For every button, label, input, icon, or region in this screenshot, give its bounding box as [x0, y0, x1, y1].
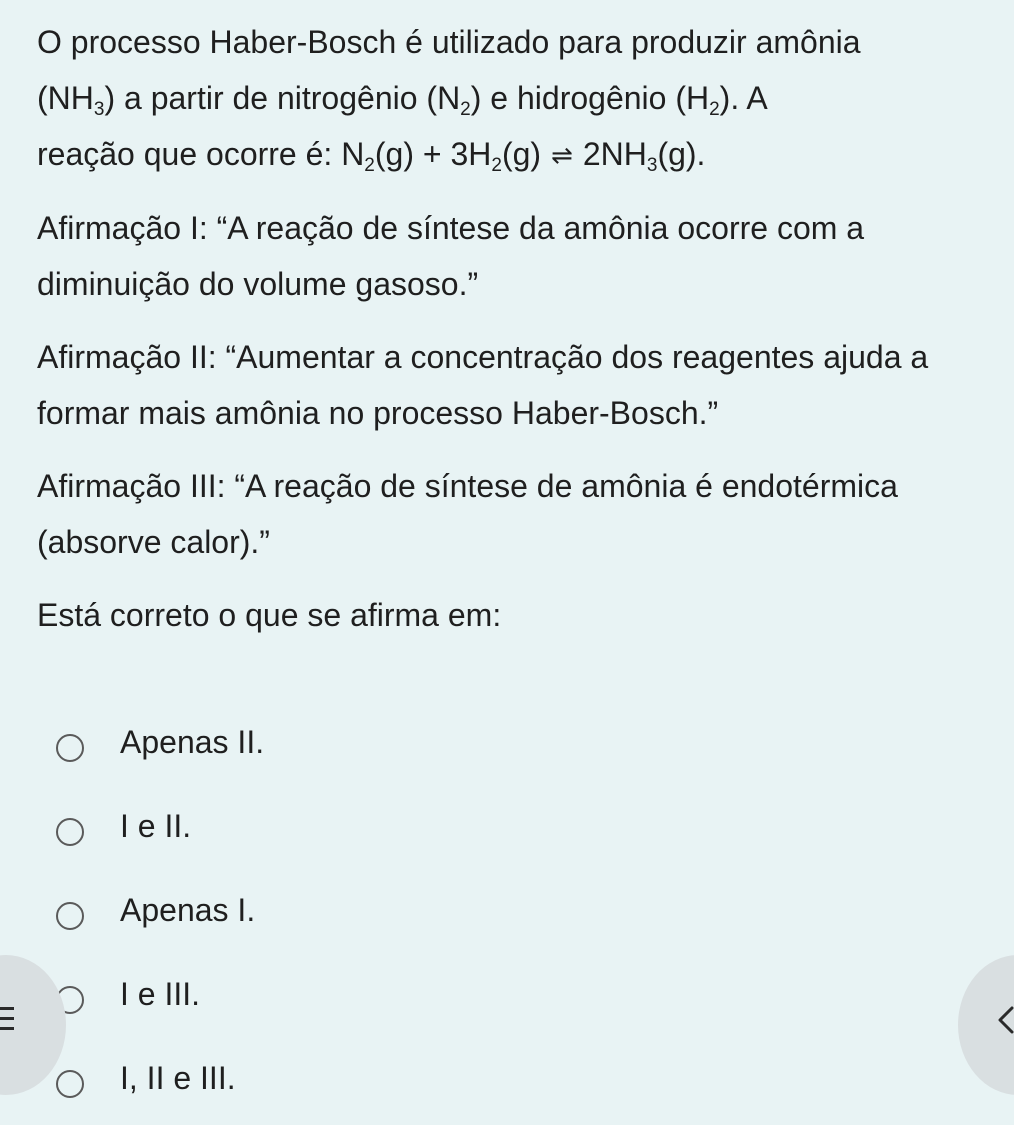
subscript: 3	[646, 155, 658, 176]
question-content	[37, 14, 982, 660]
question-intro	[37, 14, 982, 183]
option-label: I e III.	[120, 976, 201, 1012]
option-5[interactable]	[56, 1036, 856, 1120]
radio-button[interactable]	[56, 902, 84, 930]
subscript: 2	[460, 99, 471, 120]
statement-1: Afirmação I: “A reação de síntese da amônia ocorre com a diminuição do volume gasoso.”	[37, 210, 865, 302]
option-label: I, II e III.	[120, 1060, 236, 1096]
option-1[interactable]	[56, 700, 856, 784]
intro-text: (NH	[37, 80, 94, 116]
back-button[interactable]	[958, 955, 1014, 1095]
subscript: 3	[93, 99, 105, 120]
question-prompt: Está correto o que se afirma em:	[37, 597, 502, 633]
option-2[interactable]	[56, 784, 856, 868]
intro-text: (g).	[657, 136, 706, 172]
subscript: 2	[491, 155, 502, 176]
subscript: 2	[709, 99, 720, 120]
intro-text: ) a partir de nitrogênio (N	[104, 80, 461, 116]
option-3[interactable]	[56, 868, 856, 952]
intro-text: (g) + 3H	[374, 136, 492, 172]
menu-icon	[0, 1007, 14, 1031]
intro-text: ). A	[719, 80, 768, 116]
answer-options	[56, 700, 856, 1120]
statement-2: Afirmação II: “Aumentar a concentração dos reagentes ajuda a formar mais amônia no processo Haber-Bosch.”	[37, 339, 929, 431]
intro-text: (g)	[501, 136, 542, 172]
radio-button[interactable]	[56, 1070, 84, 1098]
subscript: 2	[364, 155, 375, 176]
statement-3: Afirmação III: “A reação de síntese de amônia é endotérmica (absorve calor).”	[37, 468, 898, 560]
intro-text: O processo Haber-Bosch é utilizado para produzir amônia	[37, 24, 861, 60]
option-label: I e II.	[120, 808, 192, 844]
option-label: Apenas II.	[120, 724, 265, 760]
intro-text: ) e hidrogênio (H	[470, 80, 710, 116]
radio-button[interactable]	[56, 818, 84, 846]
equilibrium-arrow: ⇌	[551, 140, 573, 170]
option-4[interactable]	[56, 952, 856, 1036]
radio-button[interactable]	[56, 734, 84, 762]
intro-text: reação que ocorre é: N	[37, 136, 365, 172]
chevron-left-icon	[996, 1005, 1014, 1035]
option-label: Apenas I.	[120, 892, 256, 928]
intro-text: 2NH	[582, 136, 647, 172]
